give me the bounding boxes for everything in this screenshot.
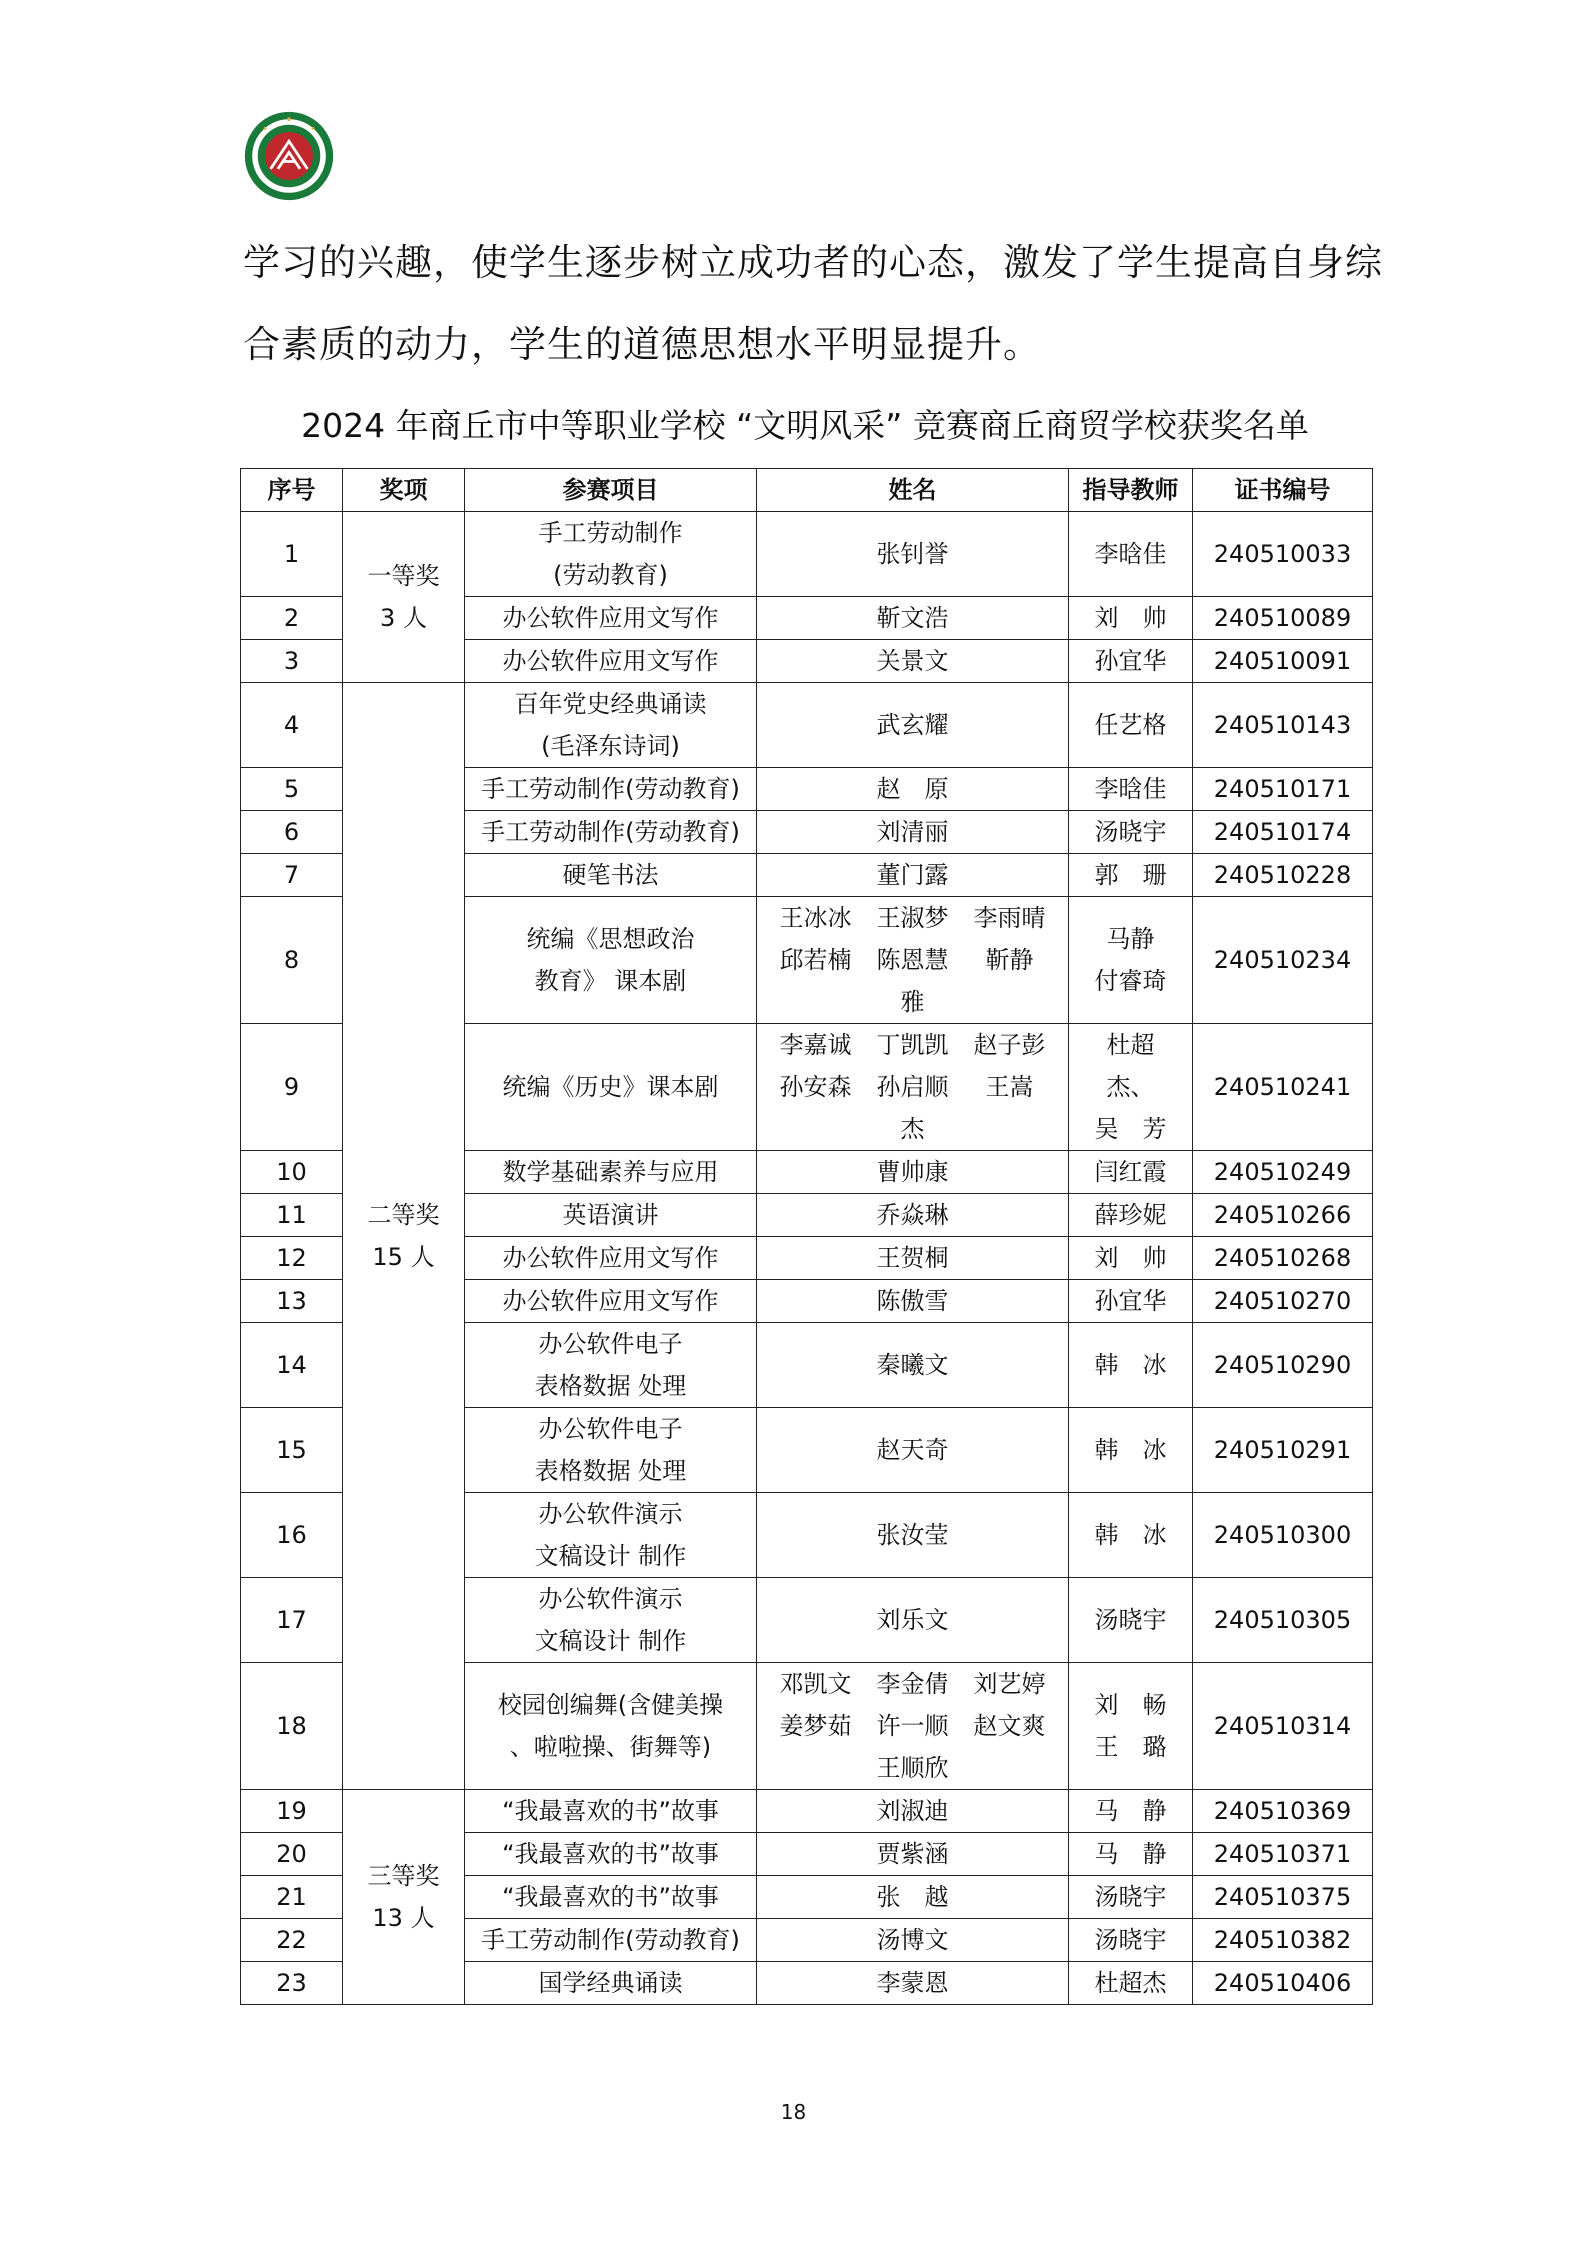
- project: [465, 1833, 757, 1876]
- teacher-line: 汤晓宇: [1094, 1883, 1167, 1911]
- teacher-line: 任艺格: [1094, 711, 1167, 739]
- teacher-line: 李晗佳: [1094, 775, 1167, 803]
- row-number: 16: [241, 1493, 343, 1578]
- award-line: 3 人: [380, 604, 427, 632]
- certificate-number: 240510089: [1193, 597, 1373, 640]
- teacher: [1069, 1408, 1193, 1493]
- project: [465, 1663, 757, 1790]
- teacher-line: 孙宜华: [1094, 647, 1167, 675]
- certificate-number: 240510249: [1193, 1151, 1373, 1194]
- teacher: [1069, 1962, 1193, 2005]
- student-name: 王顺欣: [876, 1754, 949, 1782]
- project: [465, 1578, 757, 1663]
- project: [465, 1323, 757, 1408]
- certificate-number: 240510314: [1193, 1663, 1373, 1790]
- project-line: 硬笔书法: [562, 861, 659, 889]
- teacher: [1069, 1578, 1193, 1663]
- student-name: 李嘉诚: [779, 1031, 852, 1059]
- project: [465, 1280, 757, 1323]
- teacher-line: 马静: [1106, 925, 1155, 953]
- project-line: 教育》 课本剧: [534, 967, 687, 995]
- student-name: 赵子彭: [973, 1031, 1046, 1059]
- student-names: 刘淑迪: [757, 1790, 1069, 1833]
- award-line: 三等奖: [367, 1862, 440, 1890]
- teacher: [1069, 854, 1193, 897]
- project-line: 办公软件应用文写作: [502, 647, 719, 675]
- teacher-line: 刘 畅: [1094, 1691, 1167, 1719]
- table-row: [241, 1790, 1373, 1833]
- student-name: 雅: [900, 988, 925, 1016]
- teacher-line: 孙宜华: [1094, 1287, 1167, 1315]
- project: [465, 1876, 757, 1919]
- table-row: [241, 683, 1373, 768]
- student-names: 张汝莹: [757, 1493, 1069, 1578]
- project: [465, 1493, 757, 1578]
- row-number: 1: [241, 512, 343, 597]
- student-names: 王贺桐: [757, 1237, 1069, 1280]
- awards-table: [240, 468, 1373, 2005]
- teacher: [1069, 897, 1193, 1024]
- header-cert: 证书编号: [1193, 469, 1373, 512]
- row-number: 23: [241, 1962, 343, 2005]
- certificate-number: 240510033: [1193, 512, 1373, 597]
- certificate-number: 240510305: [1193, 1578, 1373, 1663]
- teacher-line: 付睿琦: [1094, 967, 1167, 995]
- student-names: 赵 原: [757, 768, 1069, 811]
- certificate-number: 240510369: [1193, 1790, 1373, 1833]
- certificate-number: 240510291: [1193, 1408, 1373, 1493]
- paragraph-line-2: 合素质的动力，学生的道德思想水平明显提升。: [243, 323, 1041, 366]
- header-award: 奖项: [343, 469, 465, 512]
- student-name: 许一顺: [876, 1712, 949, 1740]
- header-no: 序号: [241, 469, 343, 512]
- teacher: [1069, 1919, 1193, 1962]
- award-line: 二等奖: [367, 1201, 440, 1229]
- teacher: [1069, 1194, 1193, 1237]
- student-names: 刘乐文: [757, 1578, 1069, 1663]
- project: [465, 1024, 757, 1151]
- project-line: 手工劳动制作: [538, 519, 683, 547]
- student-names: 乔焱琳: [757, 1194, 1069, 1237]
- project-line: 国学经典诵读: [538, 1969, 683, 1997]
- student-name: 王淑梦: [876, 904, 949, 932]
- row-number: 2: [241, 597, 343, 640]
- teacher-line: 韩 冰: [1094, 1521, 1167, 1549]
- teacher: [1069, 1663, 1193, 1790]
- project-line: 统编《思想政治: [526, 925, 695, 953]
- project-line: 、啦啦操、街舞等): [509, 1733, 712, 1761]
- teacher-line: 杜超杰: [1094, 1969, 1167, 1997]
- teacher-line: 韩 冰: [1094, 1351, 1167, 1379]
- teacher-line: 刘 帅: [1094, 1244, 1167, 1272]
- header-name: 姓名: [757, 469, 1069, 512]
- student-names: 曹帅康: [757, 1151, 1069, 1194]
- project-line: 办公软件应用文写作: [502, 1244, 719, 1272]
- certificate-number: 240510234: [1193, 897, 1373, 1024]
- teacher-line: 薛珍妮: [1094, 1201, 1167, 1229]
- project-line: 办公软件演示: [538, 1500, 683, 1528]
- paragraph-line-1: 学习的兴趣，使学生逐步树立成功者的心态，激发了学生提高自身综: [243, 241, 1383, 284]
- teacher-line: 汤晓宇: [1094, 1926, 1167, 1954]
- teacher-line: 马 静: [1094, 1797, 1167, 1825]
- teacher-line: 马 静: [1094, 1840, 1167, 1868]
- project-line: 数学基础素养与应用: [502, 1158, 719, 1186]
- teacher: [1069, 1493, 1193, 1578]
- row-number: 15: [241, 1408, 343, 1493]
- project-line: 办公软件应用文写作: [502, 604, 719, 632]
- teacher: [1069, 768, 1193, 811]
- student-name: 孙安森: [779, 1073, 852, 1101]
- student-names: 靳文浩: [757, 597, 1069, 640]
- student-names: 李蒙恩: [757, 1962, 1069, 2005]
- school-emblem-icon: [243, 110, 335, 202]
- teacher-line: 韩 冰: [1094, 1436, 1167, 1464]
- certificate-number: 240510375: [1193, 1876, 1373, 1919]
- project-line: 表格数据 处理: [534, 1457, 687, 1485]
- award-line: 13 人: [372, 1904, 435, 1932]
- project: [465, 512, 757, 597]
- certificate-number: 240510228: [1193, 854, 1373, 897]
- certificate-number: 240510171: [1193, 768, 1373, 811]
- page-number: 18: [780, 2100, 807, 2124]
- row-number: 8: [241, 897, 343, 1024]
- certificate-number: 240510174: [1193, 811, 1373, 854]
- award-line: 15 人: [372, 1243, 435, 1271]
- row-number: 6: [241, 811, 343, 854]
- student-name: 王嵩: [985, 1073, 1034, 1101]
- project-line: 文稿设计 制作: [534, 1627, 687, 1655]
- project-line: 文稿设计 制作: [534, 1542, 687, 1570]
- student-name: 姜梦茹: [779, 1712, 852, 1740]
- certificate-number: 240510091: [1193, 640, 1373, 683]
- project: [465, 1237, 757, 1280]
- project: [465, 1194, 757, 1237]
- student-names: 张 越: [757, 1876, 1069, 1919]
- student-name: 王冰冰: [779, 904, 852, 932]
- student-names: 武玄耀: [757, 683, 1069, 768]
- project: [465, 768, 757, 811]
- project-line: 校园创编舞(含健美操: [497, 1691, 724, 1719]
- award-line: 一等奖: [367, 562, 440, 590]
- teacher-line: 李晗佳: [1094, 540, 1167, 568]
- teacher: [1069, 1151, 1193, 1194]
- row-number: 13: [241, 1280, 343, 1323]
- certificate-number: 240510241: [1193, 1024, 1373, 1151]
- student-names: 关景文: [757, 640, 1069, 683]
- student-names: [757, 897, 1069, 1024]
- teacher-line: 杰、: [1106, 1073, 1155, 1101]
- project: [465, 1151, 757, 1194]
- teacher-line: 杜超: [1106, 1031, 1155, 1059]
- row-number: 19: [241, 1790, 343, 1833]
- project-line: 百年党史经典诵读: [514, 690, 707, 718]
- student-names: 秦曦文: [757, 1323, 1069, 1408]
- row-number: 14: [241, 1323, 343, 1408]
- teacher: [1069, 1323, 1193, 1408]
- student-name: 丁凯凯: [876, 1031, 949, 1059]
- row-number: 3: [241, 640, 343, 683]
- student-names: 张钊誉: [757, 512, 1069, 597]
- project-line: “我最喜欢的书”故事: [502, 1840, 719, 1868]
- student-name: 靳静: [985, 946, 1034, 974]
- student-names: 陈傲雪: [757, 1280, 1069, 1323]
- teacher-line: 汤晓宇: [1094, 1606, 1167, 1634]
- project-line: 办公软件应用文写作: [502, 1287, 719, 1315]
- row-number: 17: [241, 1578, 343, 1663]
- teacher-line: 刘 帅: [1094, 604, 1167, 632]
- student-names: 刘清丽: [757, 811, 1069, 854]
- header-teacher: 指导教师: [1069, 469, 1193, 512]
- certificate-number: 240510371: [1193, 1833, 1373, 1876]
- student-names: [757, 1024, 1069, 1151]
- project: [465, 597, 757, 640]
- student-names: 贾紫涵: [757, 1833, 1069, 1876]
- project-line: “我最喜欢的书”故事: [502, 1883, 719, 1911]
- project-line: 英语演讲: [562, 1201, 659, 1229]
- teacher: [1069, 1833, 1193, 1876]
- teacher: [1069, 1876, 1193, 1919]
- row-number: 21: [241, 1876, 343, 1919]
- project-line: (劳动教育): [553, 561, 668, 589]
- certificate-number: 240510406: [1193, 1962, 1373, 2005]
- table-title: 2024 年商丘市中等职业学校 “文明风采” 竞赛商丘商贸学校获奖名单: [301, 406, 1309, 445]
- project: [465, 640, 757, 683]
- project-line: 手工劳动制作(劳动教育): [481, 1926, 740, 1954]
- row-number: 4: [241, 683, 343, 768]
- row-number: 7: [241, 854, 343, 897]
- project: [465, 897, 757, 1024]
- teacher: [1069, 1237, 1193, 1280]
- project-line: 办公软件演示: [538, 1585, 683, 1613]
- project: [465, 854, 757, 897]
- certificate-number: 240510382: [1193, 1919, 1373, 1962]
- student-names: 汤博文: [757, 1919, 1069, 1962]
- student-name: 陈恩慧: [876, 946, 949, 974]
- certificate-number: 240510266: [1193, 1194, 1373, 1237]
- student-name: 刘艺婷: [973, 1670, 1046, 1698]
- teacher: [1069, 683, 1193, 768]
- student-name: 李雨晴: [973, 904, 1046, 932]
- teacher: [1069, 640, 1193, 683]
- project-line: 办公软件电子: [538, 1330, 683, 1358]
- student-name: 邱若楠: [779, 946, 852, 974]
- row-number: 20: [241, 1833, 343, 1876]
- row-number: 10: [241, 1151, 343, 1194]
- student-name: 邓凯文: [779, 1670, 852, 1698]
- project-line: 手工劳动制作(劳动教育): [481, 818, 740, 846]
- award-level: [343, 683, 465, 1790]
- student-name: 赵文爽: [973, 1712, 1046, 1740]
- student-names: 赵天奇: [757, 1408, 1069, 1493]
- row-number: 12: [241, 1237, 343, 1280]
- table-header-row: [241, 469, 1373, 512]
- certificate-number: 240510270: [1193, 1280, 1373, 1323]
- teacher-line: 闫红霞: [1094, 1158, 1167, 1186]
- row-number: 22: [241, 1919, 343, 1962]
- row-number: 9: [241, 1024, 343, 1151]
- teacher-line: 王 璐: [1094, 1733, 1167, 1761]
- project: [465, 683, 757, 768]
- project-line: “我最喜欢的书”故事: [502, 1797, 719, 1825]
- certificate-number: 240510300: [1193, 1493, 1373, 1578]
- table-row: [241, 512, 1373, 597]
- student-names: [757, 1663, 1069, 1790]
- project: [465, 811, 757, 854]
- certificate-number: 240510143: [1193, 683, 1373, 768]
- teacher-line: 郭 珊: [1094, 861, 1167, 889]
- row-number: 11: [241, 1194, 343, 1237]
- project: [465, 1790, 757, 1833]
- student-name: 李金倩: [876, 1670, 949, 1698]
- row-number: 18: [241, 1663, 343, 1790]
- row-number: 5: [241, 768, 343, 811]
- student-name: 孙启顺: [876, 1073, 949, 1101]
- project: [465, 1962, 757, 2005]
- teacher: [1069, 1790, 1193, 1833]
- teacher: [1069, 1280, 1193, 1323]
- award-level: [343, 1790, 465, 2005]
- header-project: 参赛项目: [465, 469, 757, 512]
- teacher: [1069, 512, 1193, 597]
- teacher: [1069, 1024, 1193, 1151]
- project-line: 手工劳动制作(劳动教育): [481, 775, 740, 803]
- teacher-line: 汤晓宇: [1094, 818, 1167, 846]
- project: [465, 1919, 757, 1962]
- teacher: [1069, 811, 1193, 854]
- teacher-line: 吴 芳: [1094, 1115, 1167, 1143]
- certificate-number: 240510268: [1193, 1237, 1373, 1280]
- project-line: 统编《历史》课本剧: [502, 1073, 719, 1101]
- award-level: [343, 512, 465, 683]
- student-name: 杰: [900, 1115, 925, 1143]
- certificate-number: 240510290: [1193, 1323, 1373, 1408]
- teacher: [1069, 597, 1193, 640]
- project: [465, 1408, 757, 1493]
- project-line: 办公软件电子: [538, 1415, 683, 1443]
- student-names: 董门露: [757, 854, 1069, 897]
- project-line: (毛泽东诗词): [541, 732, 680, 760]
- project-line: 表格数据 处理: [534, 1372, 687, 1400]
